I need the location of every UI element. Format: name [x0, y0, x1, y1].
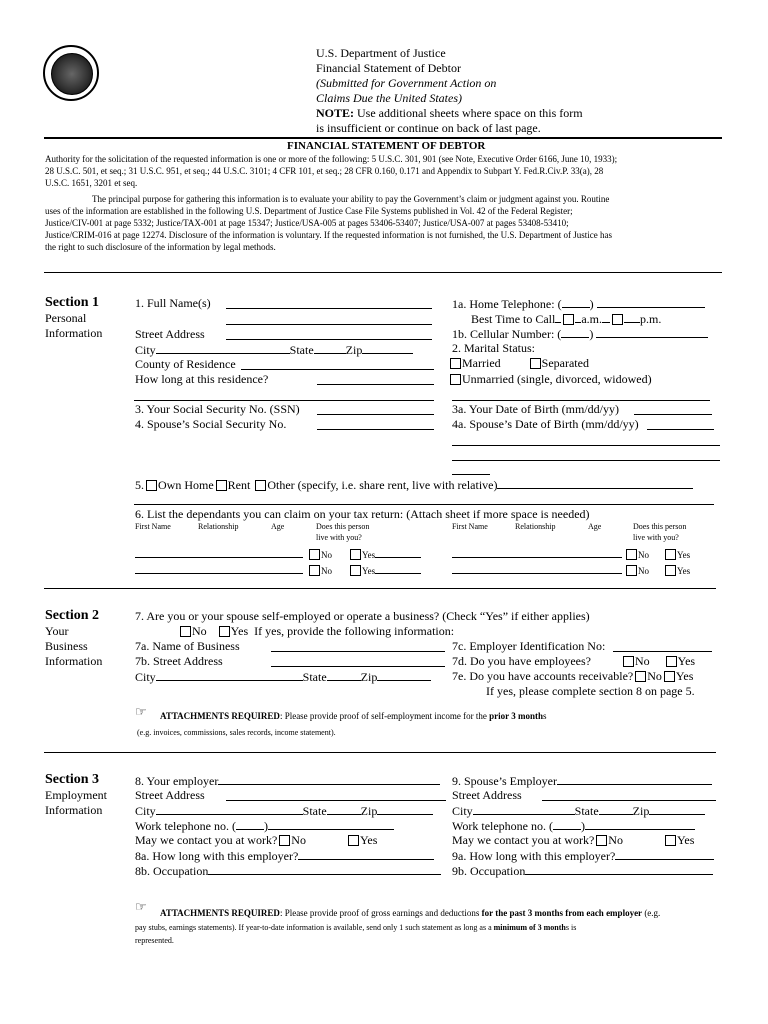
- purpose-line-4: Justice/CRIM-016 at page 12274. Disclosure of the information is voluntary. If the requested information is not furnished, the U.S. Department of Justice has: [45, 230, 613, 240]
- county-label: County of Residence: [135, 357, 236, 371]
- table-row: No Yes: [135, 562, 421, 577]
- table-row: No Yes: [452, 562, 690, 577]
- note-line-2: is insufficient or continue on back of last page.: [316, 121, 541, 135]
- yes-checkbox[interactable]: [665, 549, 676, 560]
- how-long-field[interactable]: [317, 372, 434, 390]
- work-telephone-field[interactable]: [268, 818, 394, 830]
- section-3-sub-2: Information: [45, 803, 103, 817]
- col-age: Age: [271, 522, 285, 531]
- spouse-contact-yes-checkbox[interactable]: [665, 835, 676, 846]
- table-row: No Yes: [452, 546, 690, 561]
- dob-label: 3a. Your Date of Birth (mm/dd/yy): [452, 402, 619, 416]
- am-checkbox[interactable]: [563, 314, 574, 325]
- dependant-field[interactable]: [135, 546, 303, 558]
- contact-no-checkbox[interactable]: [279, 835, 290, 846]
- business-name-label: 7a. Name of Business: [135, 639, 240, 653]
- how-long-employer-field[interactable]: [298, 848, 434, 860]
- spouse-work-area-code-field[interactable]: [553, 818, 581, 830]
- work-area-code-field[interactable]: [236, 818, 264, 830]
- employment-attachments-line-3: represented.: [135, 936, 174, 945]
- section-3-sub-1: Employment: [45, 788, 107, 802]
- yes-checkbox[interactable]: [350, 549, 361, 560]
- employer-city-row: City State Zip: [135, 803, 433, 818]
- rule: [134, 400, 434, 401]
- other-checkbox[interactable]: [255, 480, 266, 491]
- col-live-with-2a: Does this person: [633, 522, 687, 531]
- dependants-label: 6. List the dependants you can claim on your tax return: (Attach sheet if more space is needed): [135, 507, 590, 521]
- authority-line-2: 28 U.S.C. 501, et seq.; 31 U.S.C. 951, et seq.; 44 U.S.C. 3101; 4 CFR 101, et seq.; 28 CFR 0.160, 0.171 and Appendix to Subpart Y. Fed.R.Civ.P. 33(a), 28: [45, 166, 604, 176]
- self-employed-yes-checkbox[interactable]: [219, 626, 230, 637]
- no-checkbox[interactable]: [309, 549, 320, 560]
- employees-no-checkbox[interactable]: [623, 656, 634, 667]
- city-row: City State Zip: [135, 342, 413, 357]
- self-employed-options: No Yes If yes, provide the following information:: [178, 624, 454, 638]
- ein-label: 7c. Employer Identification No:: [452, 639, 606, 653]
- col-live-with-2: live with you?: [316, 533, 362, 542]
- pointing-hand-icon: ☞: [135, 704, 147, 719]
- section-2-title: Section 2: [45, 608, 100, 623]
- header-divider: [44, 137, 722, 139]
- employer-zip-field[interactable]: [377, 803, 433, 815]
- pm-checkbox[interactable]: [612, 314, 623, 325]
- spouse-contact-row: May we contact you at work? No Yes: [452, 833, 695, 847]
- note-line-1: NOTE: Use additional sheets where space on this form: [316, 106, 583, 120]
- how-long-employer-row: 8a. How long with this employer?: [135, 848, 434, 863]
- form-name: Financial Statement of Debtor: [316, 61, 461, 75]
- rule: [452, 400, 710, 401]
- section-2-sub-2: Business: [45, 639, 88, 653]
- table-row: No Yes: [135, 546, 421, 561]
- married-option: Married Separated: [448, 356, 589, 370]
- yes-checkbox[interactable]: [350, 565, 361, 576]
- form-title: FINANCIAL STATEMENT OF DEBTOR: [287, 140, 486, 152]
- spouse-how-long-field[interactable]: [615, 848, 714, 860]
- section-divider: [44, 588, 716, 589]
- occupation-field[interactable]: [208, 863, 441, 875]
- dependant-field[interactable]: [135, 562, 303, 574]
- employer-street-label: Street Address: [135, 788, 205, 802]
- employer-state-field[interactable]: [327, 803, 361, 815]
- spouse-state-field[interactable]: [599, 803, 633, 815]
- section-1-title: Section 1: [45, 295, 100, 310]
- purpose-line-2: uses of the information are established in the following U.S. Department of Justice Case File Systems published in Vol. 42 of the Federal Register;: [45, 206, 573, 216]
- section-divider: [44, 272, 722, 273]
- cell-area-code-field[interactable]: [561, 326, 589, 338]
- extra-line[interactable]: [452, 445, 720, 446]
- col-age-2: Age: [588, 522, 602, 531]
- section-divider: [44, 752, 716, 753]
- purpose-line-3: Justice/CIV-001 at page 5332; Justice/TAX-001 at page 15347; Justice/USA-005 at pages 53406-53407; Justice/USA-007 at pages 53408-53410;: [45, 218, 569, 228]
- col-live-with-2b: live with you?: [633, 533, 679, 542]
- col-relationship: Relationship: [198, 522, 239, 531]
- contact-at-work-row: May we contact you at work? No Yes: [135, 833, 378, 847]
- col-relationship-2: Relationship: [515, 522, 556, 531]
- self-employed-question: 7. Are you or your spouse self-employed or operate a business? (Check “Yes” if either applies): [135, 609, 590, 623]
- spouse-dob-label: 4a. Spouse’s Date of Birth (mm/dd/yy): [452, 417, 639, 431]
- best-time-row: Best Time to Call a.m. p.m.: [471, 312, 662, 326]
- rent-checkbox[interactable]: [216, 480, 227, 491]
- spouse-dob-field[interactable]: [647, 417, 714, 435]
- home-telephone-field[interactable]: [597, 296, 705, 308]
- attachments-line-1: ATTACHMENTS REQUIRED: Please provide proof of self-employment income for the prior 3 months: [160, 711, 547, 721]
- marital-status-label: 2. Marital Status:: [452, 341, 535, 355]
- col-first-name: First Name: [135, 522, 171, 531]
- extra-line[interactable]: [452, 474, 490, 475]
- street-label: Street Address: [135, 327, 205, 341]
- work-telephone-row: Work telephone no. ( ): [135, 818, 394, 833]
- business-zip-field[interactable]: [377, 669, 431, 681]
- no-checkbox[interactable]: [626, 565, 637, 576]
- dependant-field[interactable]: [452, 562, 622, 574]
- spouse-zip-field[interactable]: [649, 803, 705, 815]
- spouse-city-field[interactable]: [473, 803, 575, 815]
- section-3-title: Section 3: [45, 772, 100, 787]
- spouse-occupation-row: 9b. Occupation: [452, 863, 713, 878]
- spouse-ssn-field[interactable]: [317, 417, 434, 435]
- cell-number-field[interactable]: [596, 326, 708, 338]
- spouse-employer-field[interactable]: [557, 773, 712, 785]
- authority-line-1: Authority for the solicitation of the requested information is one or more of the following: 5 U.S.C. 301, 901 (see Note, Executive Order 6166, June 10, 1933);: [45, 154, 618, 164]
- receivable-row: 7e. Do you have accounts receivable? No Yes: [452, 669, 694, 683]
- contact-yes-checkbox[interactable]: [348, 835, 359, 846]
- rule: [134, 504, 714, 505]
- zip-field[interactable]: [362, 342, 413, 354]
- doj-seal-icon: [43, 45, 99, 101]
- business-state-field[interactable]: [327, 669, 361, 681]
- ssn-label: 3. Your Social Security No. (SSN): [135, 402, 300, 416]
- spouse-city-row: City State Zip: [452, 803, 705, 818]
- attachments-line-2: (e.g. invoices, commissions, sales records, income statement).: [137, 728, 336, 737]
- spouse-how-long-row: 9a. How long with this employer?: [452, 848, 714, 863]
- state-field[interactable]: [314, 342, 346, 354]
- married-checkbox[interactable]: [450, 358, 461, 369]
- pointing-hand-icon: ☞: [135, 899, 147, 914]
- dept-name: U.S. Department of Justice: [316, 46, 446, 60]
- col-live-with-1: Does this person: [316, 522, 370, 531]
- no-checkbox[interactable]: [309, 565, 320, 576]
- section-2-sub-1: Your: [45, 624, 69, 638]
- purpose-line-1: The principal purpose for gathering this information is to evaluate your ability to pay the Government’s claim or judgment against you. Routine: [92, 194, 610, 204]
- employment-attachments-line-1: ATTACHMENTS REQUIRED: Please provide proof of gross earnings and deductions for the past 3 months from each employer (e.g.: [160, 908, 661, 918]
- no-checkbox[interactable]: [626, 549, 637, 560]
- own-home-checkbox[interactable]: [146, 480, 157, 491]
- employment-attachments-line-2: pay stubs, earnings statements). If year-to-date information is available, send only 1 such statement as long as a minimum of 3 months is: [135, 923, 577, 932]
- complete-section-note: If yes, please complete section 8 on page 5.: [486, 684, 695, 698]
- self-employed-no-checkbox[interactable]: [180, 626, 191, 637]
- full-name-label: 1. Full Name(s): [135, 296, 211, 310]
- business-street-label: 7b. Street Address: [135, 654, 223, 668]
- spouse-work-telephone-row: Work telephone no. ( ): [452, 818, 695, 833]
- receivable-yes-checkbox[interactable]: [664, 671, 675, 682]
- employer-row: 8. Your employer: [135, 773, 440, 788]
- form-subtitle-1: (Submitted for Government Action on: [316, 76, 497, 90]
- col-first-name-2: First Name: [452, 522, 488, 531]
- form-subtitle-2: Claims Due the United States): [316, 91, 462, 105]
- city-field[interactable]: [156, 342, 290, 354]
- spouse-street-label: Street Address: [452, 788, 522, 802]
- separated-checkbox[interactable]: [530, 358, 541, 369]
- section-1-sub-2: Information: [45, 326, 103, 340]
- home-telephone-row: 1a. Home Telephone: ( ): [452, 296, 705, 311]
- other-specify-field[interactable]: [497, 477, 693, 489]
- section-2-sub-3: Information: [45, 654, 103, 668]
- spouse-ssn-label: 4. Spouse’s Social Security No.: [135, 417, 287, 431]
- housing-row: 5. Own Home Rent Other (specify, i.e. share rent, live with relative): [135, 477, 693, 492]
- employees-row: 7d. Do you have employees? No Yes: [452, 654, 696, 668]
- authority-line-3: U.S.C. 1651, 3201 et seq.: [45, 178, 138, 188]
- spouse-employer-row: 9. Spouse’s Employer: [452, 773, 712, 788]
- dependant-field[interactable]: [452, 546, 622, 558]
- section-1-sub-1: Personal: [45, 311, 87, 325]
- spouse-occupation-field[interactable]: [525, 863, 713, 875]
- purpose-line-5: the right to such disclosure of the information by legal methods.: [45, 242, 276, 252]
- employer-city-field[interactable]: [156, 803, 303, 815]
- spouse-work-telephone-field[interactable]: [585, 818, 695, 830]
- how-long-label: How long at this residence?: [135, 372, 269, 386]
- receivable-no-checkbox[interactable]: [635, 671, 646, 682]
- spouse-contact-no-checkbox[interactable]: [596, 835, 607, 846]
- home-area-code-field[interactable]: [562, 296, 590, 308]
- business-city-row: City State Zip: [135, 669, 431, 684]
- extra-line[interactable]: [452, 460, 720, 461]
- occupation-row: 8b. Occupation: [135, 863, 441, 878]
- yes-checkbox[interactable]: [665, 565, 676, 576]
- business-city-field[interactable]: [156, 669, 303, 681]
- cell-row: 1b. Cellular Number: ( ): [452, 326, 708, 341]
- unmarried-option: Unmarried (single, divorced, widowed): [448, 372, 652, 386]
- employees-yes-checkbox[interactable]: [666, 656, 677, 667]
- employer-field[interactable]: [218, 773, 440, 785]
- unmarried-checkbox[interactable]: [450, 374, 461, 385]
